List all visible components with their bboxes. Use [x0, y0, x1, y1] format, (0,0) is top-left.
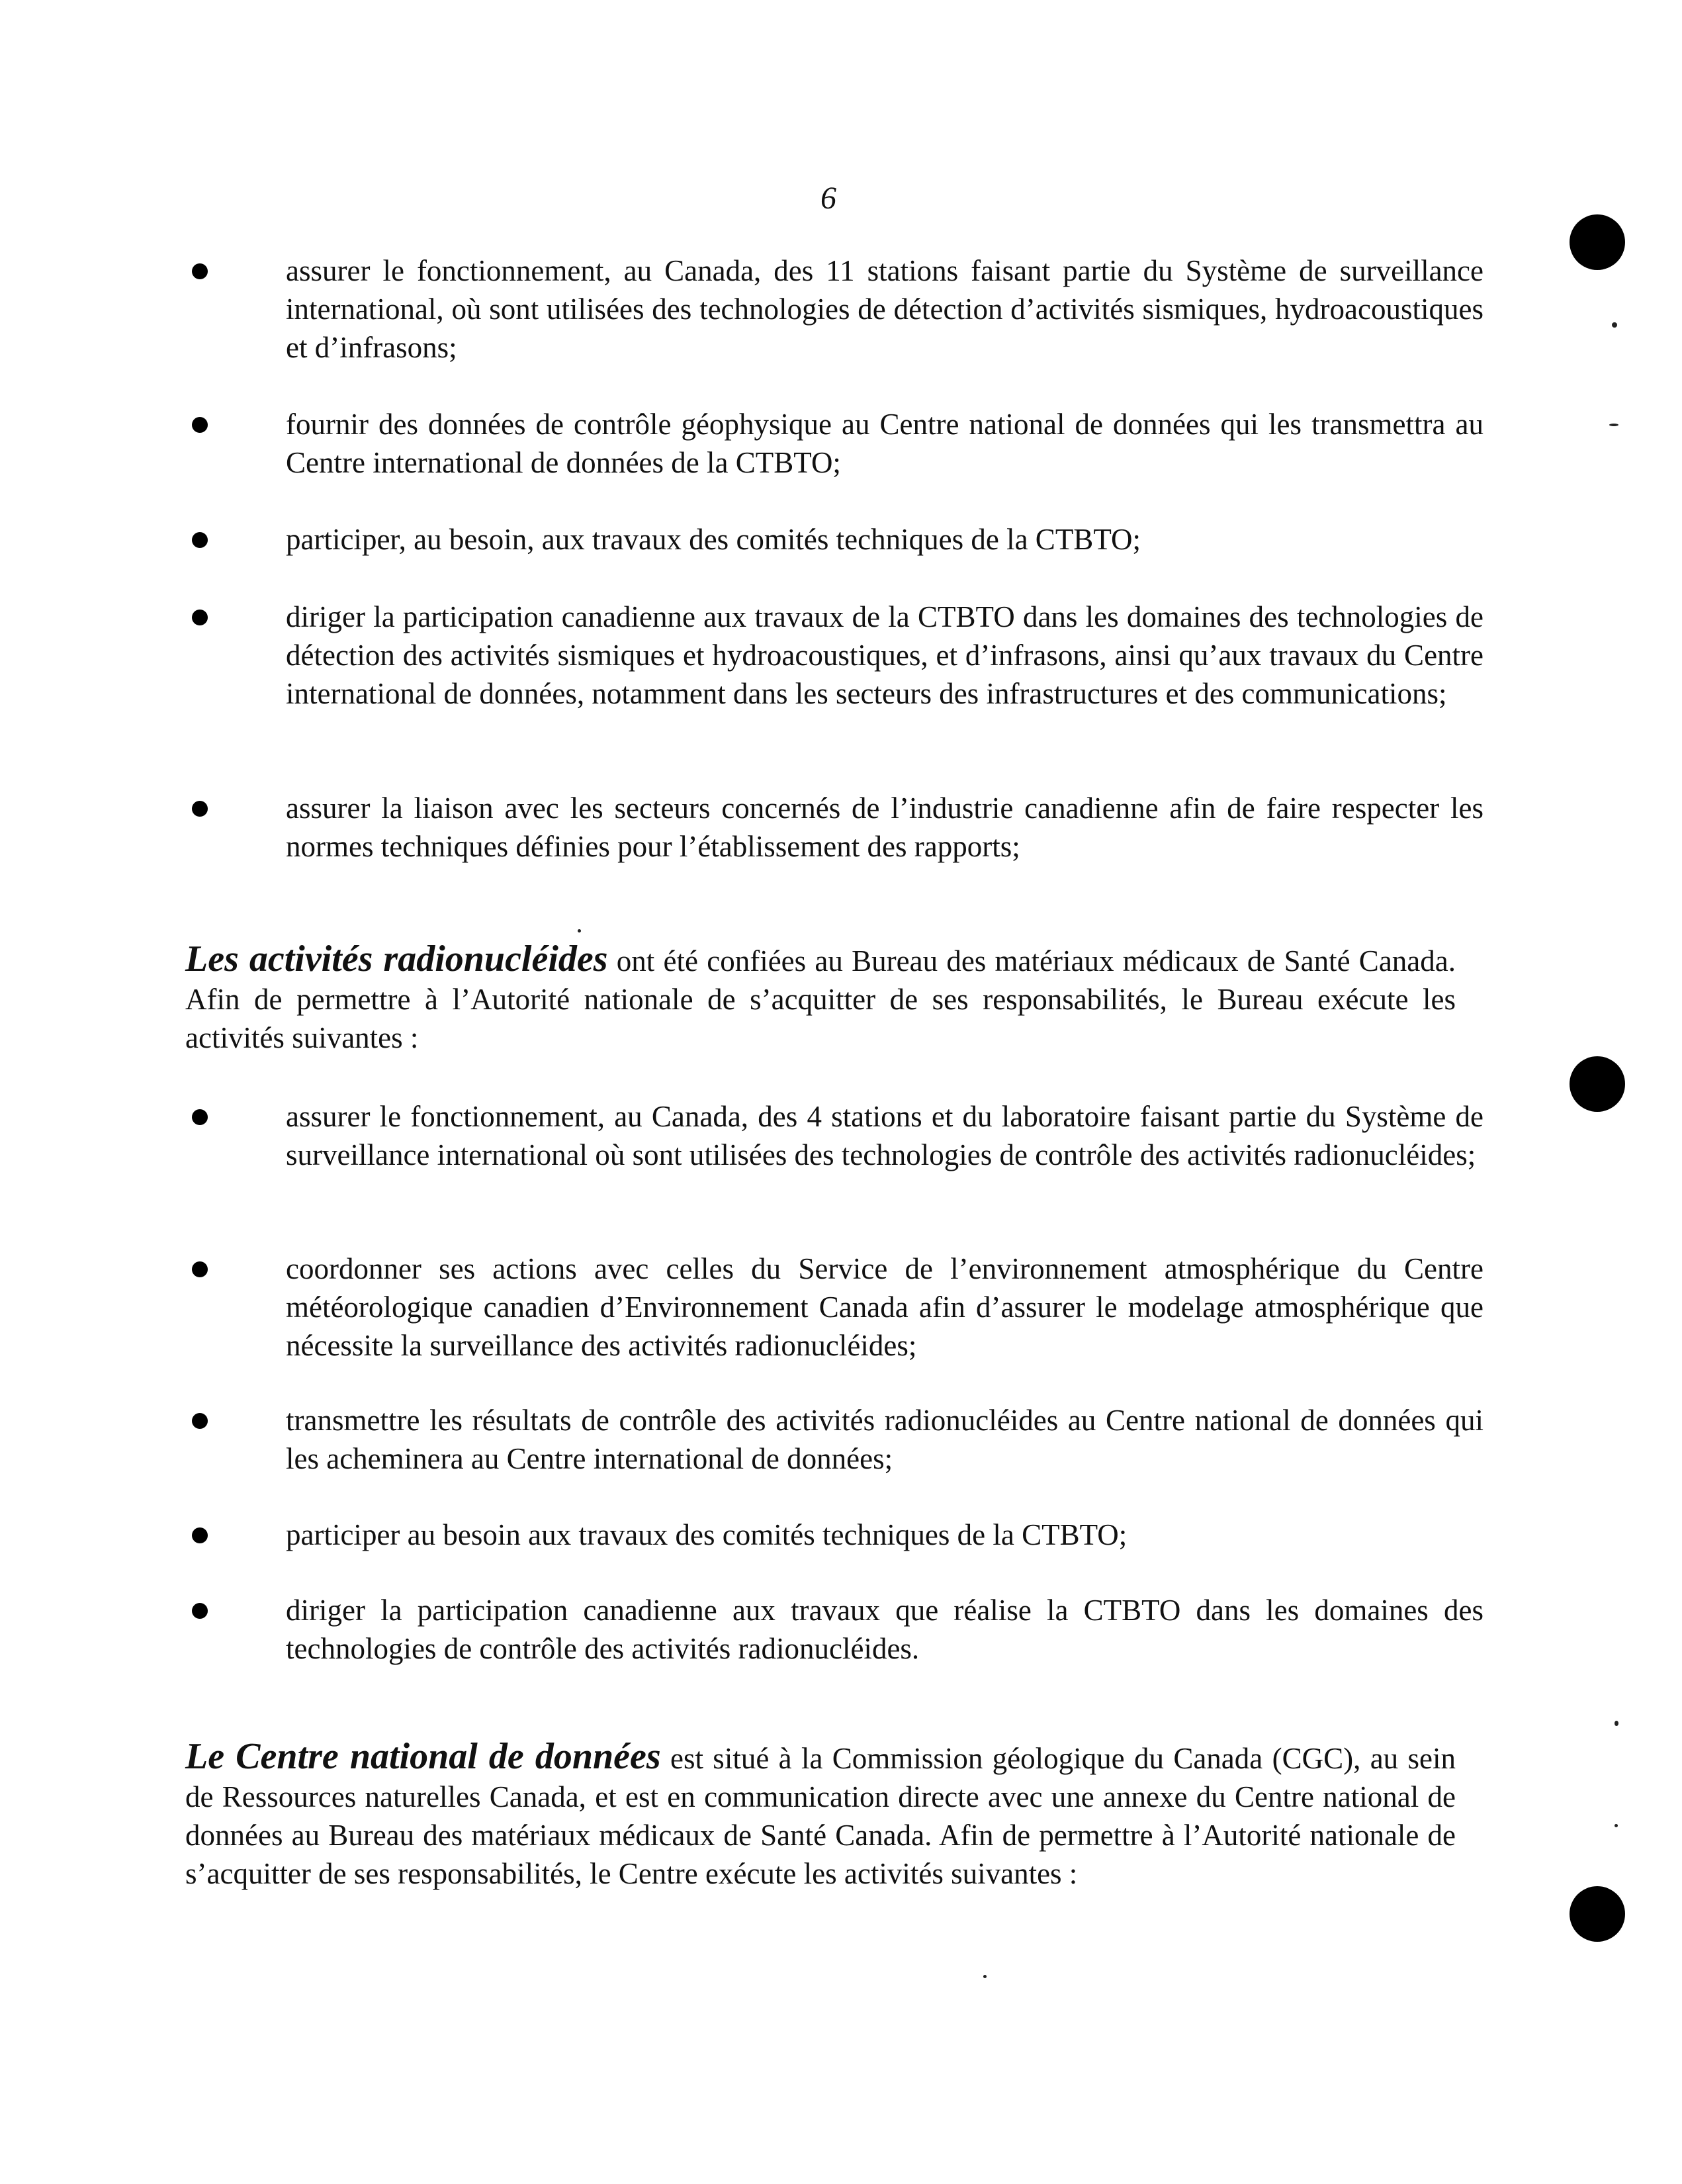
list-item-text: participer, au besoin, aux travaux des comités techniques de la CTBTO;	[286, 523, 1141, 556]
data-centre-heading: Le Centre national de données	[185, 1736, 661, 1777]
bullet-icon	[192, 1527, 208, 1543]
page-number: 6	[820, 181, 836, 216]
scan-speck	[578, 929, 581, 933]
bullet-icon	[192, 1109, 208, 1125]
list-item-text: assurer le fonctionnement, au Canada, des 11 stations faisant partie du Système de surveillance international, où sont utilisées des technologies de détection d’activités sismiques, hydroacoustiques et d’infrasons;	[286, 254, 1483, 364]
radionuclide-heading: Les activités radionucléides	[185, 938, 608, 979]
bullet-icon	[192, 532, 208, 548]
hole-punch-bottom	[1570, 1886, 1625, 1942]
data-centre-paragraph-text: est situé à la Commission géologique du Canada (CGC), au sein de Ressources naturelles Canada, et est en communication directe avec une annexe du Centre national de données au Bureau des matériaux médicaux de Santé Canada. Afin de permettre à l’Autorité nationale de s’acquitter de ses responsabilités, le Centre exécute les activités suivantes :	[185, 1742, 1456, 1890]
bullet-icon	[192, 1261, 208, 1277]
list-item-text: diriger la participation canadienne aux travaux que réalise la CTBTO dans les domaines des technologies de contrôle des activités radionucléides.	[286, 1594, 1483, 1665]
data-centre-paragraph	[185, 1737, 1456, 1893]
list-item-text: coordonner ses actions avec celles du Service de l’environnement atmosphérique du Centre météorologique canadien d’Environnement Canada afin d’assurer le modelage atmosphérique que nécessite la surveillance des activités radionucléides;	[286, 1252, 1483, 1362]
radionuclide-paragraph	[185, 940, 1456, 1057]
list-item-text: assurer la liaison avec les secteurs concernés de l’industrie canadienne afin de faire respecter les normes techniques définies pour l’établissement des rapports;	[286, 792, 1483, 863]
hole-punch-middle	[1570, 1056, 1625, 1112]
bullet-icon	[192, 801, 208, 817]
bullet-icon	[192, 1413, 208, 1429]
list-item-text: diriger la participation canadienne aux travaux de la CTBTO dans les domaines des technologies de détection des activités sismiques et hydroacoustiques, et d’infrasons, ainsi qu’aux travaux du Centre international de données, notamment dans les secteurs des infrastructures et des communications;	[286, 600, 1483, 710]
list-item-text: assurer le fonctionnement, au Canada, des 4 stations et du laboratoire faisant partie du Système de surveillance international où sont utilisées des technologies de contrôle des activités radionucléides;	[286, 1100, 1483, 1171]
scan-speck	[1609, 424, 1618, 426]
scan-speck	[1615, 1824, 1618, 1827]
radionuclide-paragraph-text: ont été confiées au Bureau des matériaux médicaux de Santé Canada. Afin de permettre à l’Autorité nationale de s’acquitter de ses responsabilités, le Bureau exécute les activités suivantes :	[185, 944, 1456, 1054]
list-item-text: fournir des données de contrôle géophysique au Centre national de données qui les transmettra au Centre international de données de la CTBTO;	[286, 408, 1483, 479]
bullet-icon	[192, 417, 208, 433]
list-item-text: participer au besoin aux travaux des comités techniques de la CTBTO;	[286, 1518, 1128, 1551]
scan-speck	[1615, 1721, 1618, 1726]
scan-speck	[983, 1975, 987, 1978]
bullet-icon	[192, 610, 208, 625]
hole-punch-top	[1570, 214, 1625, 270]
scan-speck	[1612, 322, 1617, 328]
bullet-icon	[192, 1603, 208, 1619]
list-item-text: transmettre les résultats de contrôle des activités radionucléides au Centre national de données qui les acheminera au Centre international de données;	[286, 1404, 1483, 1475]
bullet-icon	[192, 263, 208, 279]
